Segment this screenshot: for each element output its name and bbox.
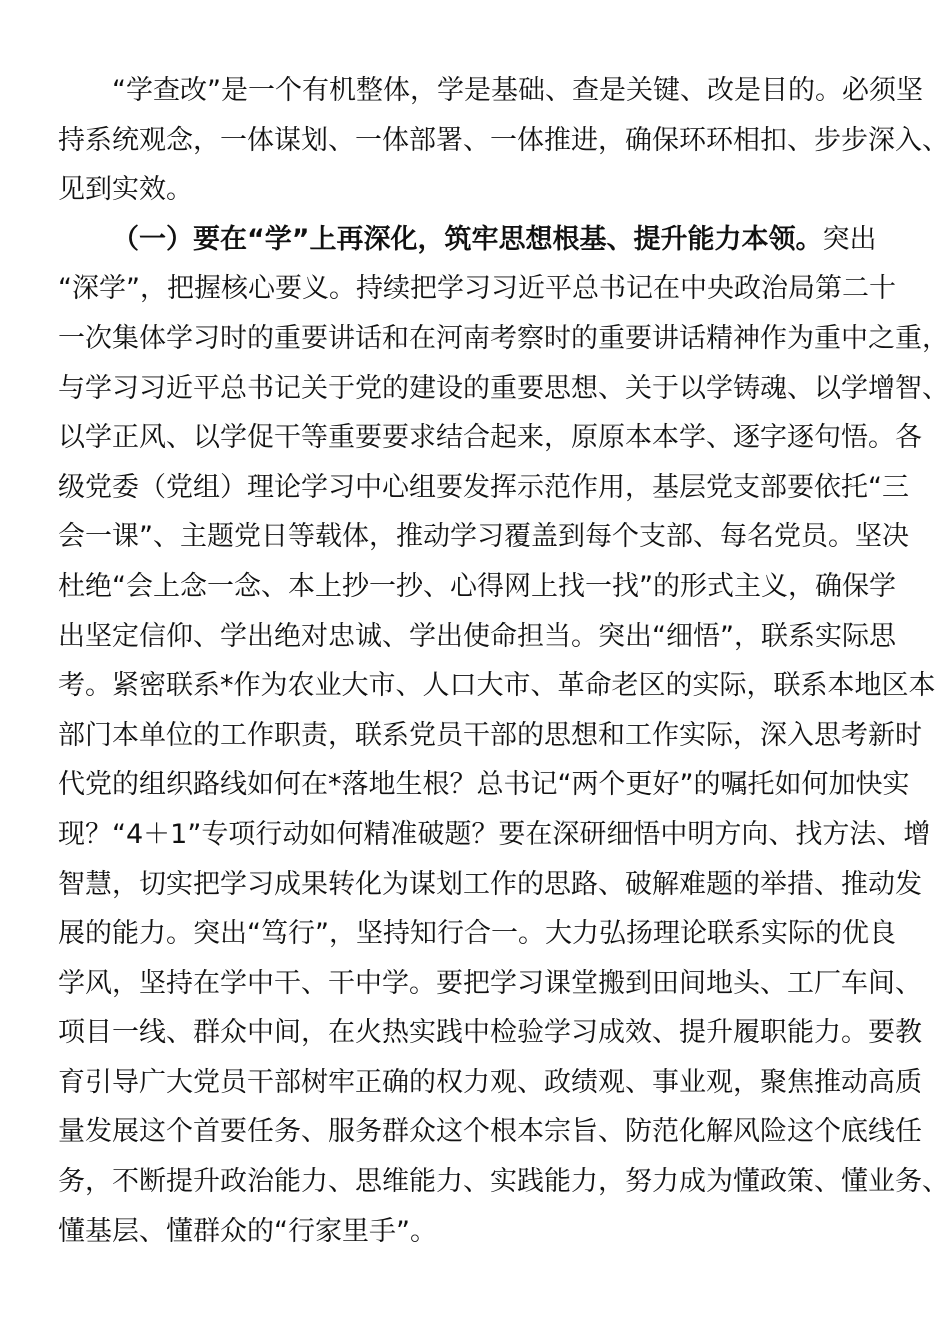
paragraph-line: 量发展这个首要任务、服务群众这个根本宗旨、防范化解风险这个底线任 xyxy=(58,1116,922,1148)
paragraph-intro xyxy=(58,66,949,215)
paragraph-line: 代党的组织路线如何在*落地生根？总书记“两个更好”的嘱托如何加快实 xyxy=(58,769,910,801)
paragraph-line: 持系统观念，一体谋划、一体部署、一体推进，确保环环相扣、步步深入、 xyxy=(58,124,949,156)
paragraph-line: 部门本单位的工作职责，联系党员干部的思想和工作实际，深入思考新时 xyxy=(58,719,922,751)
paragraph-line: 展的能力。突出“笃行”，坚持知行合一。大力弘扬理论联系实际的优良 xyxy=(58,918,896,950)
paragraph-line: 现？“4＋1”专项行动如何精准破题？要在深研细悟中明方向、找方法、增 xyxy=(58,818,931,850)
paragraph-line: 见到实效。 xyxy=(58,174,193,206)
paragraph-line: 与学习习近平总书记关于党的建设的重要思想、关于以学铸魂、以学增智、 xyxy=(58,372,949,404)
section-heading-line xyxy=(58,215,892,265)
paragraph-line: 育引导广大党员干部树牢正确的权力观、政绩观、事业观，聚焦推动高质 xyxy=(58,1066,922,1098)
paragraph-line: 学风，坚持在学中干、干中学。要把学习课堂搬到田间地头、工厂车间、 xyxy=(58,967,922,999)
paragraph-line: 会一课”、主题党日等载体，推动学习覆盖到每个支部、每名党员。坚决 xyxy=(58,521,909,553)
section-heading: （一）要在“学”上再深化，筑牢思想根基、提升能力本领。 xyxy=(112,223,823,255)
paragraph-line: 考。紧密联系*作为农业大市、人口大市、革命老区的实际，联系本地区本 xyxy=(58,670,936,702)
paragraph-line: 一次集体学习时的重要讲话和在河南考察时的重要讲话精神作为重中之重， xyxy=(58,322,949,354)
paragraph-line: 杜绝“会上念一念、本上抄一抄、心得网上找一找”的形式主义，确保学 xyxy=(58,570,896,602)
section-1 xyxy=(58,215,949,1256)
paragraph-line: “深学”，把握核心要义。持续把学习习近平总书记在中央政治局第二十 xyxy=(58,273,896,305)
document-page xyxy=(58,66,949,1256)
paragraph-line: 出坚定信仰、学出绝对忠诚、学出使命担当。突出“细悟”，联系实际思 xyxy=(58,620,896,652)
paragraph-line: 级党委（党组）理论学习中心组要发挥示范作用，基层党支部要依托“三 xyxy=(58,471,909,503)
paragraph-line: 懂基层、懂群众的“行家里手”。 xyxy=(58,1215,437,1247)
paragraph-line: 项目一线、群众中间，在火热实践中检验学习成效、提升履职能力。要教 xyxy=(58,1017,922,1049)
paragraph-line: 智慧，切实把学习成果转化为谋划工作的思路、破解难题的举措、推动发 xyxy=(58,868,922,900)
paragraph-line: “学查改”是一个有机整体，学是基础、查是关键、改是目的。必须坚 xyxy=(112,75,923,106)
section-heading-rest: 突出 xyxy=(822,223,877,255)
paragraph-line: 务，不断提升政治能力、思维能力、实践能力，努力成为懂政策、懂业务、 xyxy=(58,1166,949,1198)
paragraph-line: 以学正风、以学促干等重要要求结合起来，原原本本学、逐字逐句悟。各 xyxy=(58,422,922,454)
